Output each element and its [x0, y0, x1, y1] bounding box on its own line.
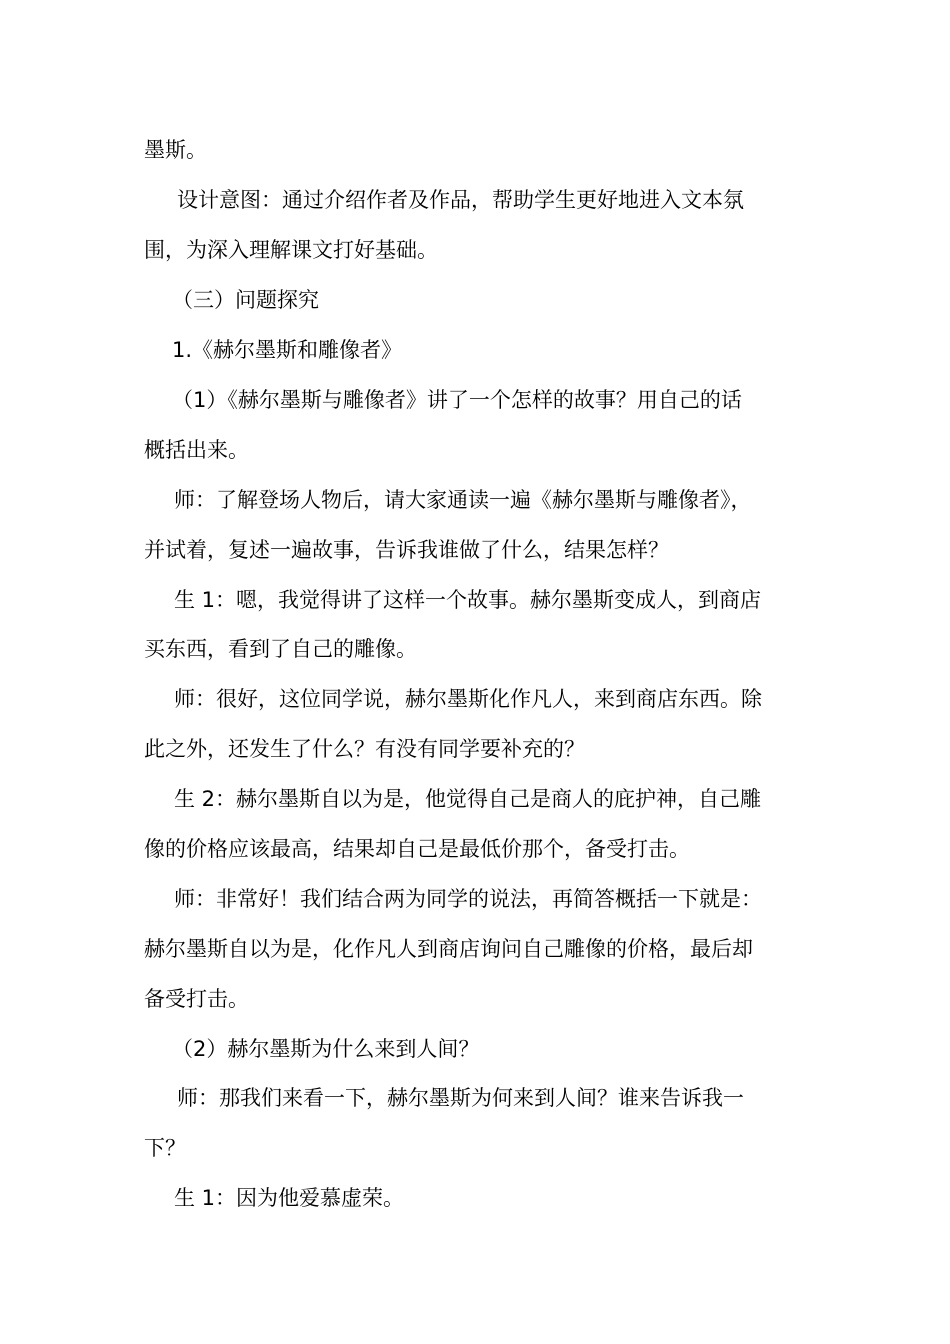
dialogue-line: 师：那我们来看一下，赫尔墨斯为何来到人间？谁来告诉我一: [177, 1086, 744, 1110]
text-line: 此之外，还发生了什么？有没有同学要补充的？: [144, 737, 585, 761]
text-line: 概括出来。: [144, 438, 249, 462]
dialogue-line: 生 2：赫尔墨斯自以为是，他觉得自己是商人的庇护神，自己雕: [174, 787, 762, 811]
text-line: 买东西，看到了自己的雕像。: [144, 637, 417, 661]
text-line: 设计意图：通过介绍作者及作品，帮助学生更好地进入文本氛: [177, 188, 744, 212]
dialogue-line: 生 1：嗯，我觉得讲了这样一个故事。赫尔墨斯变成人，到商店: [174, 588, 762, 612]
dialogue-line: 师：非常好！我们结合两为同学的说法，再简答概括一下就是：: [174, 887, 762, 911]
text-line: 并试着，复述一遍故事，告诉我谁做了什么，结果怎样？: [144, 538, 669, 562]
text-line: 赫尔墨斯自以为是，化作凡人到商店询问自己雕像的价格，最后却: [144, 937, 753, 961]
question-line: （1）《赫尔墨斯与雕像者》讲了一个怎样的故事？用自己的话: [172, 388, 742, 412]
dialogue-line: 生 1：因为他爱慕虚荣。: [174, 1186, 405, 1210]
subsection-heading: 1.《赫尔墨斯和雕像者》: [172, 338, 403, 362]
text-line: 围，为深入理解课文打好基础。: [144, 238, 438, 262]
dialogue-line: 师：了解登场人物后，请大家通读一遍《赫尔墨斯与雕像者》，: [174, 488, 752, 512]
dialogue-line: 师：很好，这位同学说，赫尔墨斯化作凡人，来到商店东西。除: [174, 687, 762, 711]
section-heading: （三）问题探究: [172, 288, 319, 312]
question-line: （2）赫尔墨斯为什么来到人间？: [172, 1037, 480, 1061]
text-line: 备受打击。: [144, 987, 249, 1011]
text-line: 像的价格应该最高，结果却自己是最低价那个，备受打击。: [144, 837, 690, 861]
text-line: 墨斯。: [144, 138, 207, 162]
text-line: 下？: [144, 1136, 186, 1160]
